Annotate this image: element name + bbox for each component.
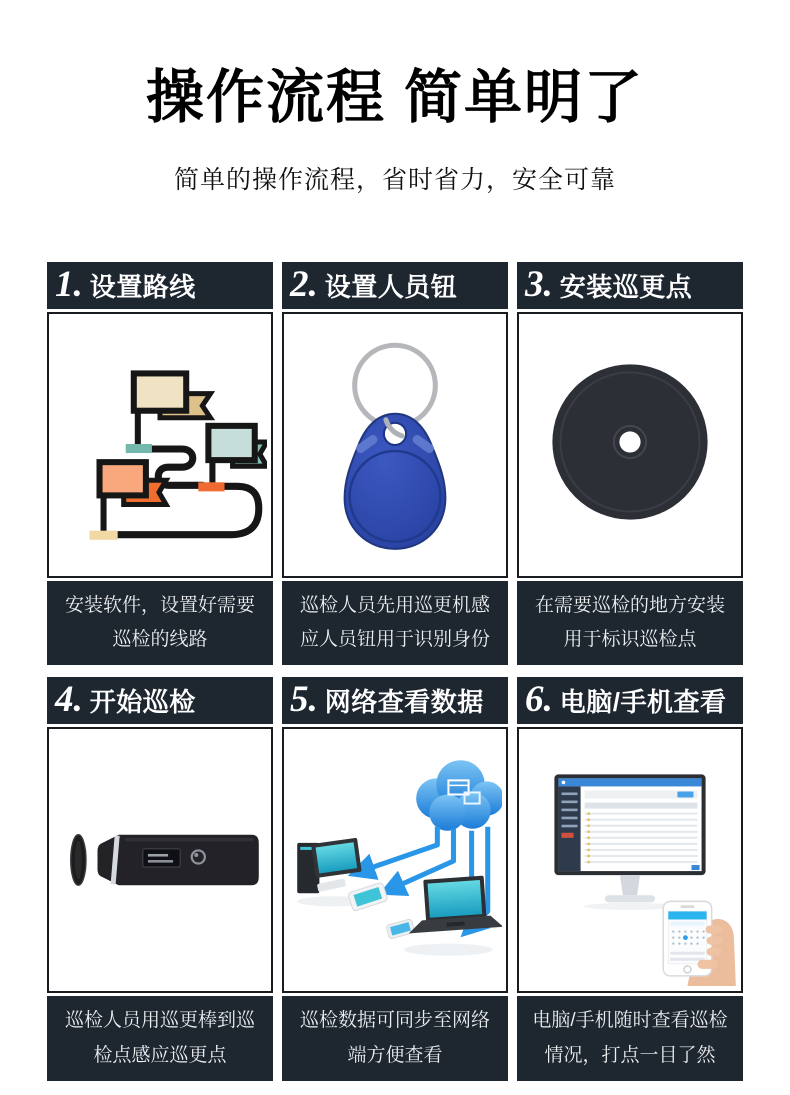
step-4-caption: 巡检人员用巡更棒到巡检点感应巡更点 [47,996,273,1080]
cloud-shape [416,761,502,832]
step-6-number: 6. [525,678,553,720]
step-1-header [47,262,273,309]
step-card-3 [517,262,743,665]
pc-phone-icon [523,734,737,986]
step-4-number: 4. [55,678,83,720]
page-subtitle: 简单的操作流程，省时省力，安全可靠 [173,166,616,194]
step-6-header [517,677,743,724]
step-card-4 [47,677,273,1080]
phone-in-hand-shape [663,902,736,987]
page-title: 操作流程 简单明了 [145,65,645,130]
cloud-sync-icon [288,734,502,986]
phone-shape-2 [386,919,415,939]
step-5-header [282,677,508,724]
checkpoint-disc-icon [523,319,737,571]
step-4-title: 开始巡检 [89,687,196,718]
step-1-number: 1. [55,263,83,305]
step-3-header [517,262,743,309]
patrol-wand-icon [53,734,267,986]
step-4-header [47,677,273,724]
step-card-5 [282,677,508,1080]
step-3-title: 安装巡更点 [559,272,693,302]
step-5-number: 5. [290,678,318,720]
step-3-image [517,312,743,578]
step-2-caption: 巡检人员先用巡更机感应人员钮用于识别身份 [282,581,508,665]
step-3-number: 3. [525,263,553,305]
step-2-title: 设置人员钮 [324,272,458,302]
step-card-1 [47,262,273,665]
step-5-caption: 巡检数据可同步至网络端方便查看 [282,996,508,1080]
step-6-title: 电脑/手机查看 [559,687,727,718]
step-4-image [47,727,273,993]
step-1-title: 设置路线 [89,272,196,302]
monitor-shape [554,775,705,911]
step-3-caption: 在需要巡检的地方安装用于标识巡检点 [517,581,743,665]
step-1-image [47,312,273,578]
route-flags-icon [53,319,267,571]
step-card-2 [282,262,508,665]
step-2-header [282,262,508,309]
key-fob-icon [288,319,502,571]
step-2-number: 2. [290,263,318,305]
steps-grid [47,262,743,1081]
step-1-caption: 安装软件，设置好需要巡检的线路 [47,581,273,665]
step-6-caption: 电脑/手机随时查看巡检情况，打点一目了然 [517,996,743,1080]
step-6-image [517,727,743,993]
step-5-title: 网络查看数据 [324,687,484,718]
step-card-6 [517,677,743,1080]
step-2-image [282,312,508,578]
phone-shape-1 [348,882,388,911]
step-5-image [282,727,508,993]
desktop-pc-shape [297,838,362,894]
